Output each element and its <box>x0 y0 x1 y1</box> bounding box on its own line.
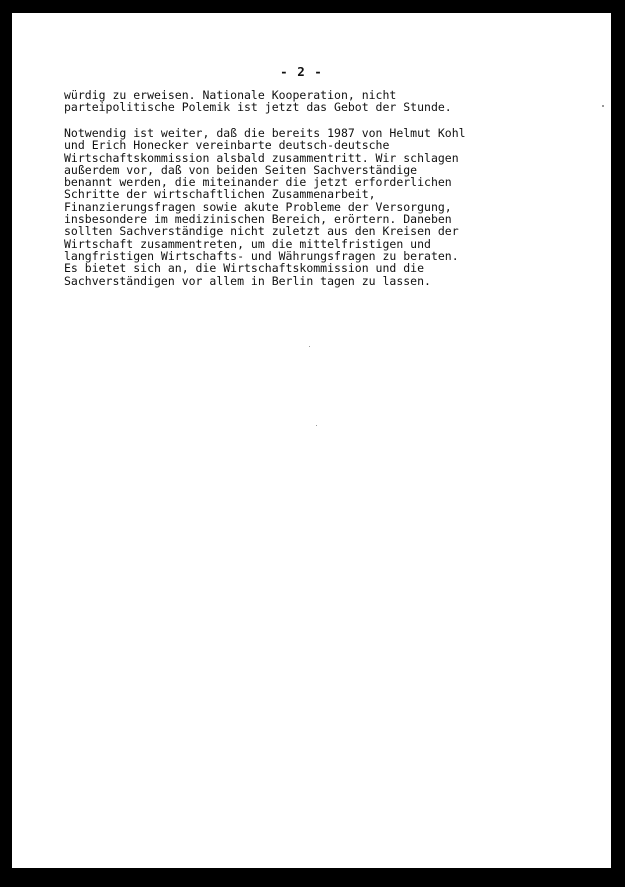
text-line: würdig zu erweisen. Nationale Kooperation, nicht <box>64 88 397 102</box>
page-number: - 2 - <box>280 64 323 79</box>
document-page <box>12 13 611 868</box>
paragraph-1 <box>64 89 564 114</box>
paragraph-2 <box>64 127 564 287</box>
text-line: sollten Sachverständige nicht zuletzt aus den Kreisen der <box>64 224 459 239</box>
scan-speck <box>602 105 604 107</box>
text-line: Notwendig ist weiter, daß die bereits 1987 von Helmut Kohl <box>64 126 466 140</box>
text-line: Wirtschaft zusammentreten, um die mittelfristigen und <box>64 236 431 251</box>
text-line: parteipolitische Polemik ist jetzt das Gebot der Stunde. <box>64 100 452 115</box>
text-line: Schritte der wirtschaftlichen Zusammenarbeit, <box>64 187 376 202</box>
text-line: Wirtschaftskommission alsbald zusammentritt. Wir schlagen <box>64 150 459 165</box>
text-line: benannt werden, die miteinander die jetzt erforderlichen <box>64 175 452 190</box>
text-line: Sachverständigen vor allem in Berlin tagen zu lassen. <box>64 273 431 288</box>
text-line: Es bietet sich an, die Wirtschaftskommission und die <box>64 261 425 276</box>
text-line: außerdem vor, daß von beiden Seiten Sachverständige <box>64 162 418 177</box>
text-line: insbesondere im medizinischen Bereich, erörtern. Daneben <box>64 212 452 227</box>
scan-speck <box>316 425 317 426</box>
text-line: langfristigen Wirtschafts- und Währungsfragen zu beraten. <box>64 248 459 263</box>
text-line: und Erich Honecker vereinbarte deutsch-deutsche <box>64 138 390 153</box>
text-line: Finanzierungsfragen sowie akute Probleme der Versorgung, <box>64 199 452 214</box>
scan-speck <box>309 346 310 347</box>
